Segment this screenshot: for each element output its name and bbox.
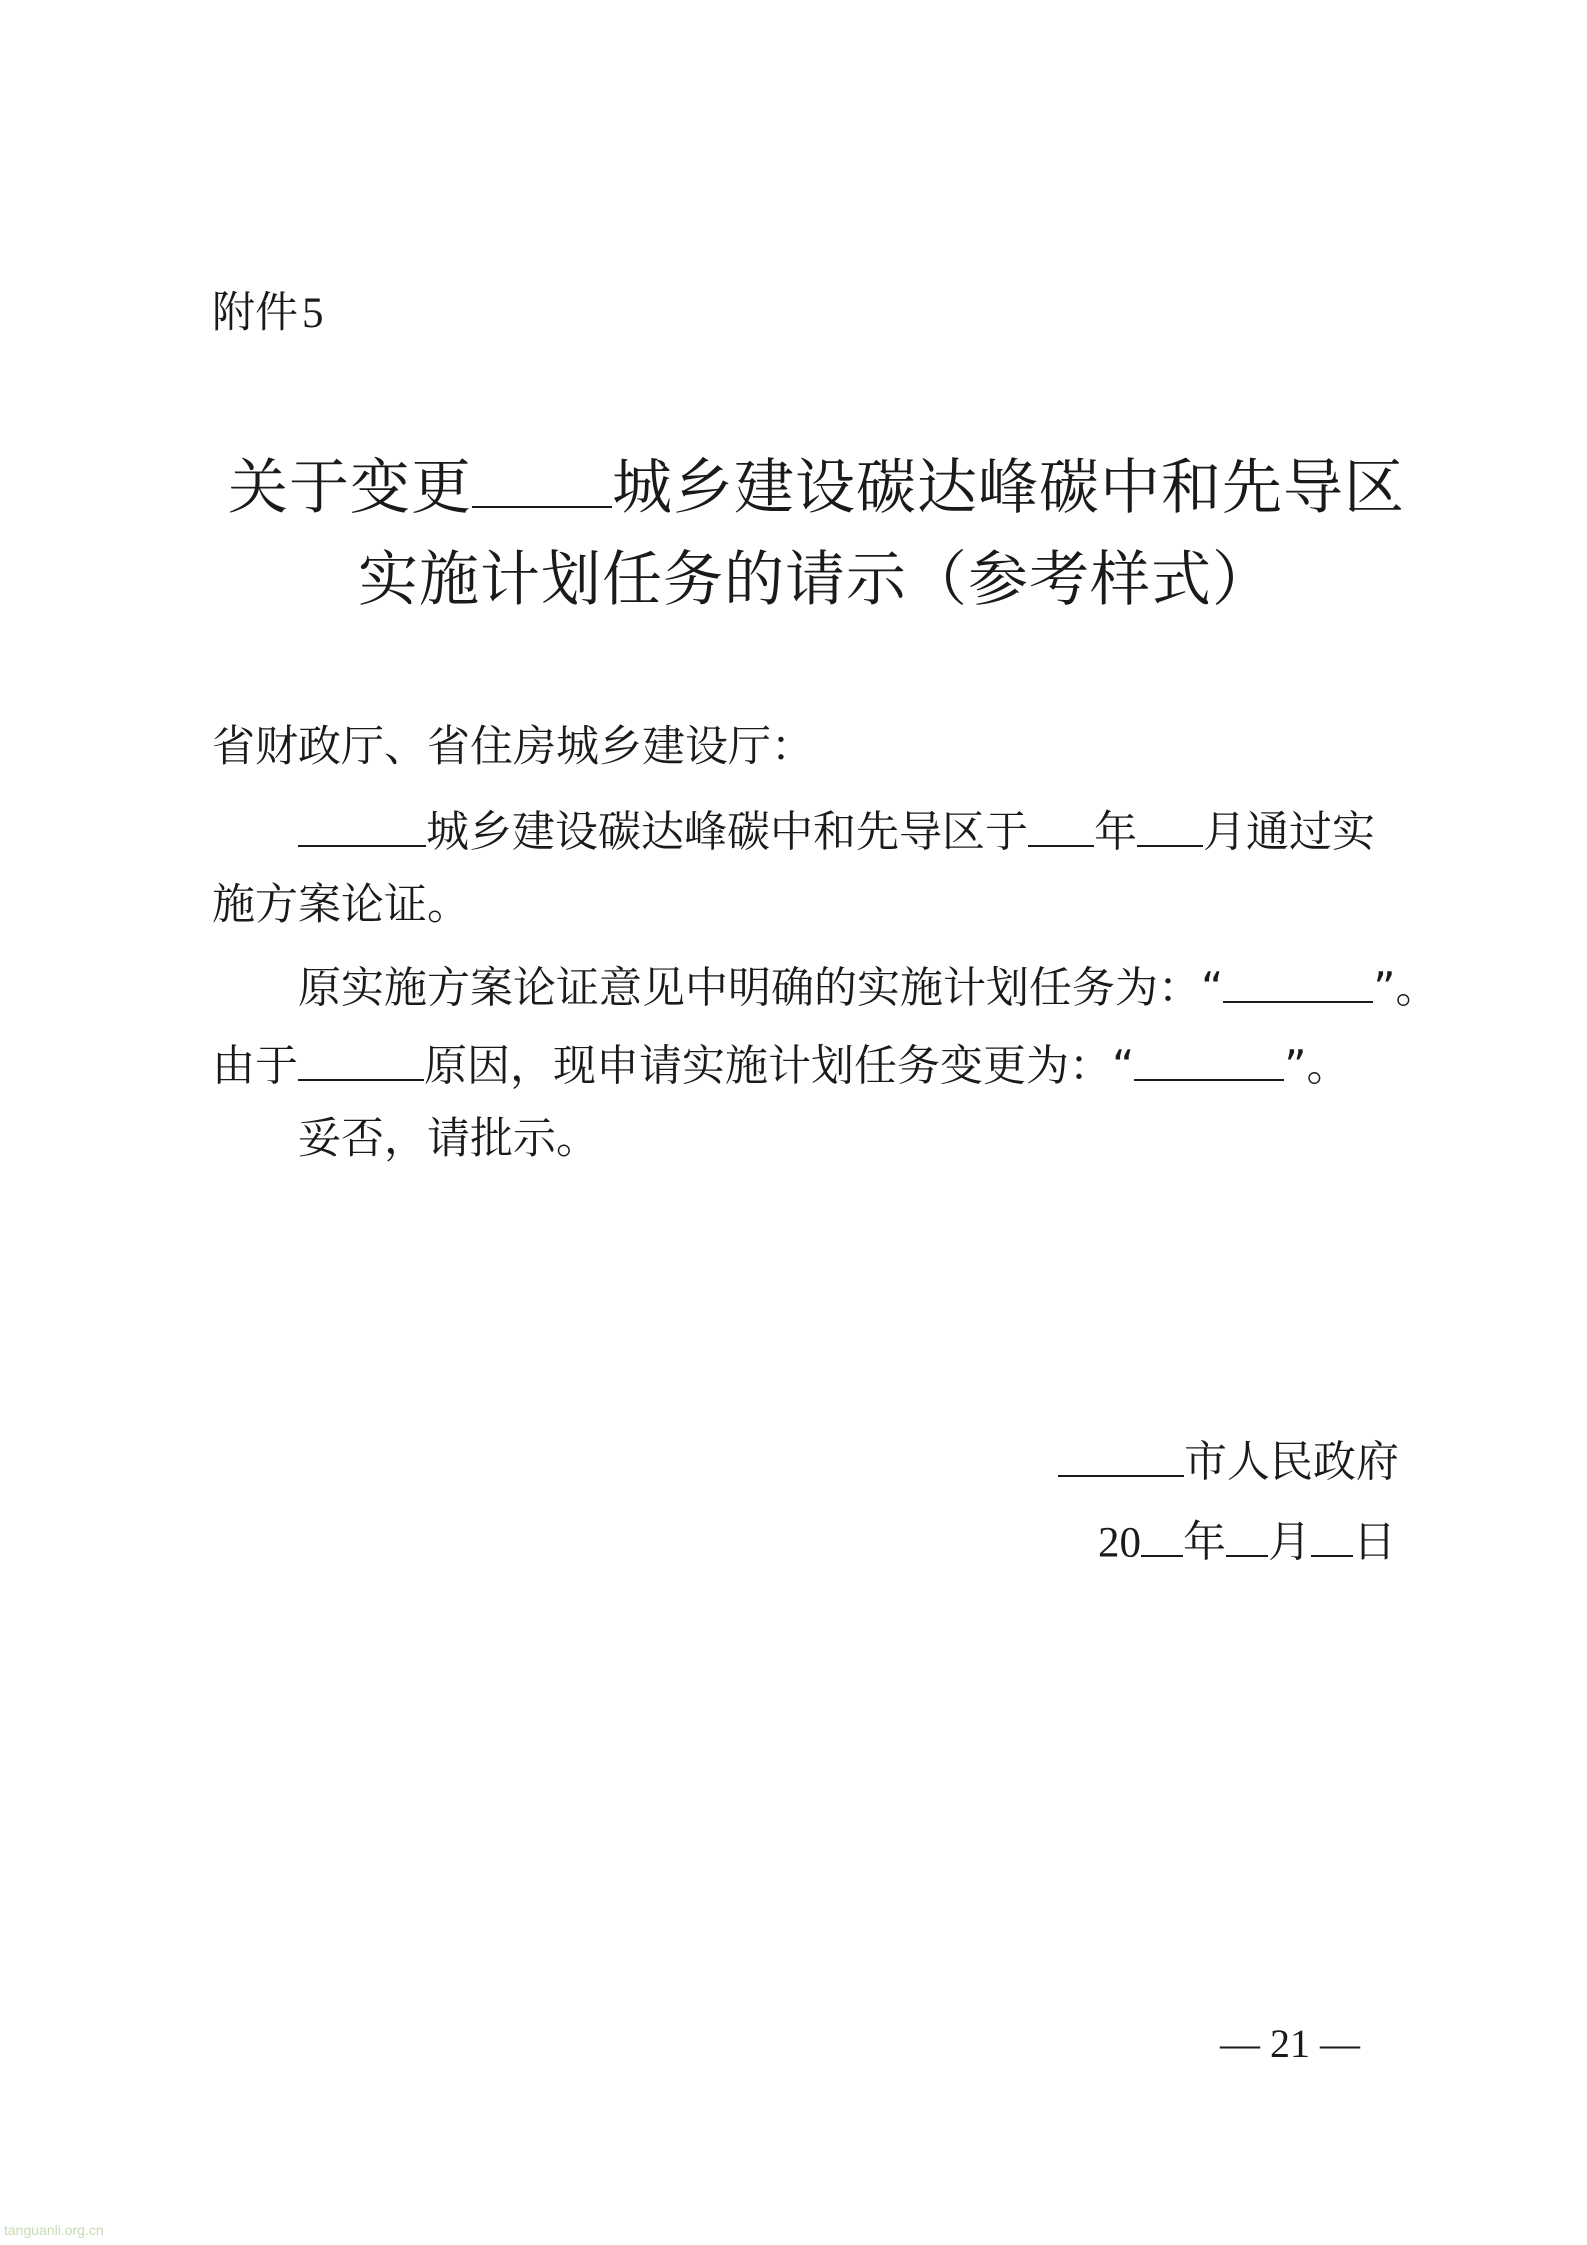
reason-blank (298, 1040, 424, 1081)
original-task-blank (1223, 962, 1373, 1003)
signature: 市人民政府 (1058, 1436, 1399, 1485)
recipient: 省财政厅、省住房城乡建设厅： (212, 722, 814, 772)
paragraph-3: 妥否，请批示。 (298, 1114, 599, 1164)
district-blank (298, 806, 426, 847)
paragraph-1-line-2: 施方案论证。 (212, 880, 470, 930)
new-task-blank (1134, 1040, 1284, 1081)
paragraph-1-line-1: 城乡建设碳达峰碳中和先导区于 年 月通过实 (298, 806, 1375, 855)
paragraph-2-line-2: 由于 原因，现申请实施计划任务变更为：“ ”。 (212, 1041, 1350, 1092)
date-year-blank (1141, 1516, 1183, 1557)
attachment-label: 附件5 (212, 288, 324, 338)
city-blank (1058, 1436, 1184, 1477)
year-blank (1028, 806, 1094, 847)
page-number: — 21 — (1220, 2021, 1360, 2066)
paragraph-2-line-1: 原实施方案论证意见中明确的实施计划任务为：“ ”。 (298, 963, 1439, 1014)
date-line: 20 年 月 日 (1098, 1517, 1396, 1568)
month-blank (1137, 806, 1203, 847)
attachment-number: 5 (302, 290, 324, 337)
title-line-2: 实施计划任务的请示（参考样式） (358, 545, 1273, 615)
date-month-blank (1226, 1516, 1268, 1557)
watermark: tanguanli.org.cn (4, 2222, 104, 2238)
date-day-blank (1311, 1516, 1353, 1557)
title-blank (472, 452, 612, 508)
title-line-1: 关于变更 城乡建设碳达峰碳中和先导区 (228, 453, 1405, 523)
